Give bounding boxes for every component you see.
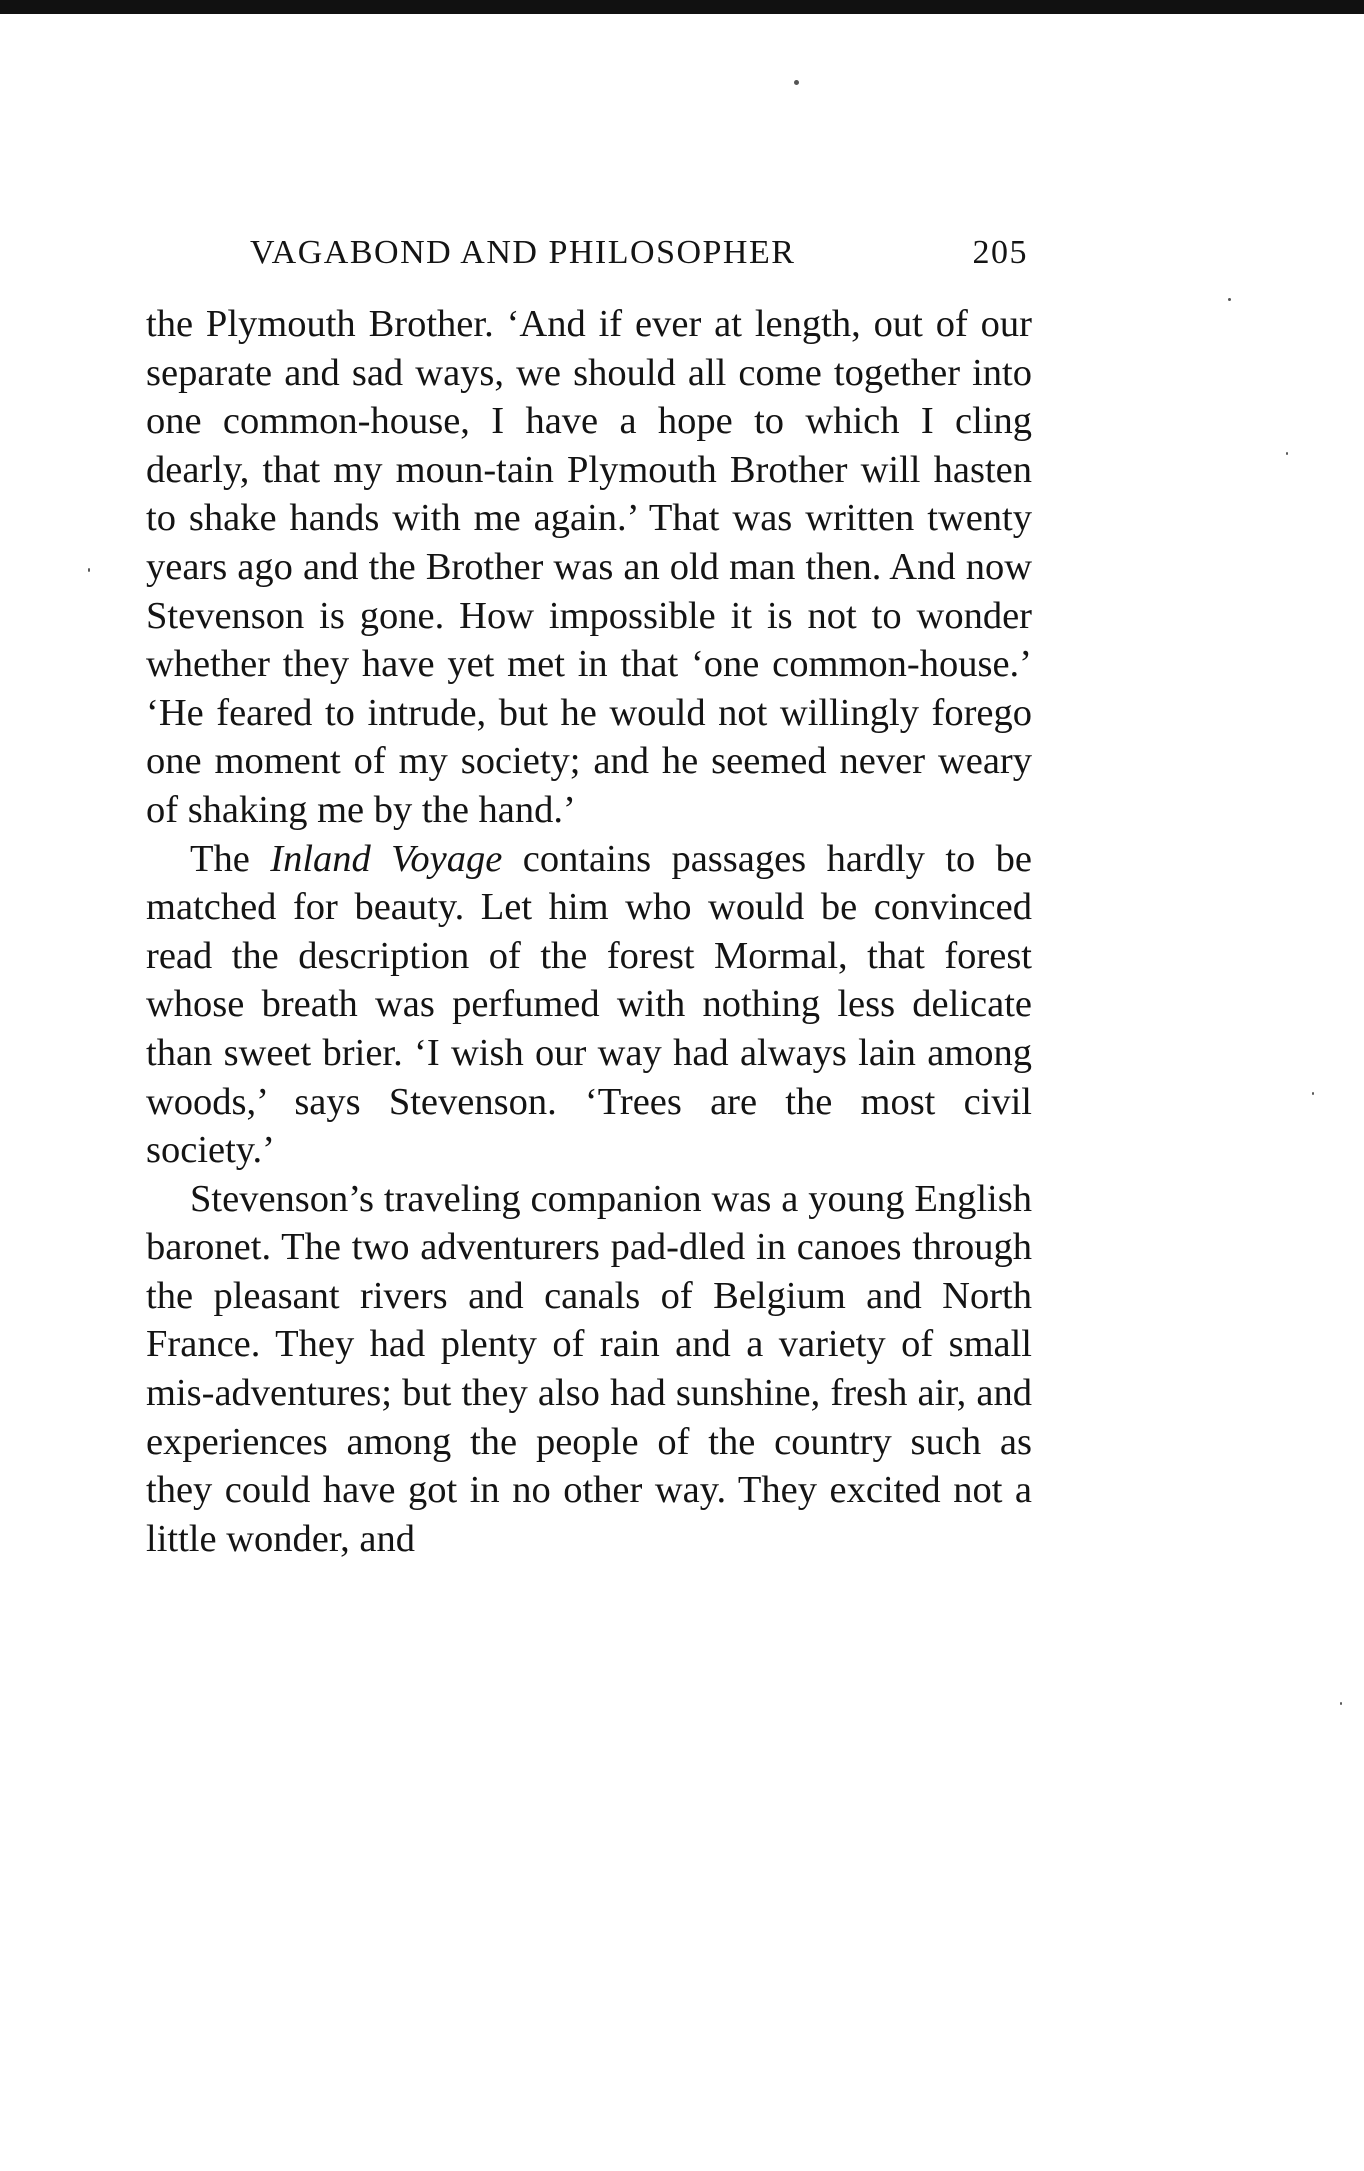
scan-speck — [1228, 298, 1231, 301]
paragraph-2 — [146, 835, 1032, 1175]
body-text — [146, 300, 1032, 1563]
running-head-title: VAGABOND AND PHILOSOPHER — [250, 234, 796, 271]
scan-top-border — [0, 0, 1364, 14]
scan-speck — [794, 80, 799, 85]
paragraph-3 — [146, 1175, 1032, 1564]
scan-speck — [1312, 1092, 1314, 1095]
paragraph-2-lead: The — [190, 837, 271, 880]
page-number: 205 — [972, 234, 1028, 271]
scan-speck — [88, 568, 90, 572]
running-head — [250, 234, 1040, 282]
scan-speck — [1340, 1702, 1342, 1705]
book-title-inland-voyage: Inland Voyage — [270, 837, 503, 880]
scan-speck — [1286, 452, 1288, 455]
paragraph-1-text: the Plymouth Brother. ‘And if ever at length, out of our separate and sad ways, we should all come together into one common-house, I have a hope to which I cling dearly, that my moun-tain Plymouth Brother will hasten to shake hands with me again.’ That was written twenty years ago and the Brother was an old man then. And now Stevenson is gone. How impossible it is not to wonder whether they have yet met in that ‘one common-house.’ ‘He feared to intrude, but he would not willingly forego one moment of my society; and he seemed never weary of shaking me by the hand.’ — [146, 303, 1032, 831]
paragraph-2-text: contains passages hardly to be matched for beauty. Let him who would be convinced read the description of the forest Mormal, that forest whose breath was perfumed with nothing less delicate than sweet brier. ‘I wish our way had always lain among woods,’ says Stevenson. ‘Trees are the most civil society.’ — [146, 837, 1033, 1172]
paragraph-3-text: Stevenson’s traveling companion was a young English baronet. The two adventurers pad-dled in canoes through the pleasant rivers and canals of Belgium and North France. They had plenty of rain and a variety of small mis-adventures; but they also had sunshine, fresh air, and experiences among the people of the country such as they could have got in no other way. They excited not a little wonder, and — [146, 1177, 1032, 1560]
paragraph-1 — [146, 300, 1032, 835]
